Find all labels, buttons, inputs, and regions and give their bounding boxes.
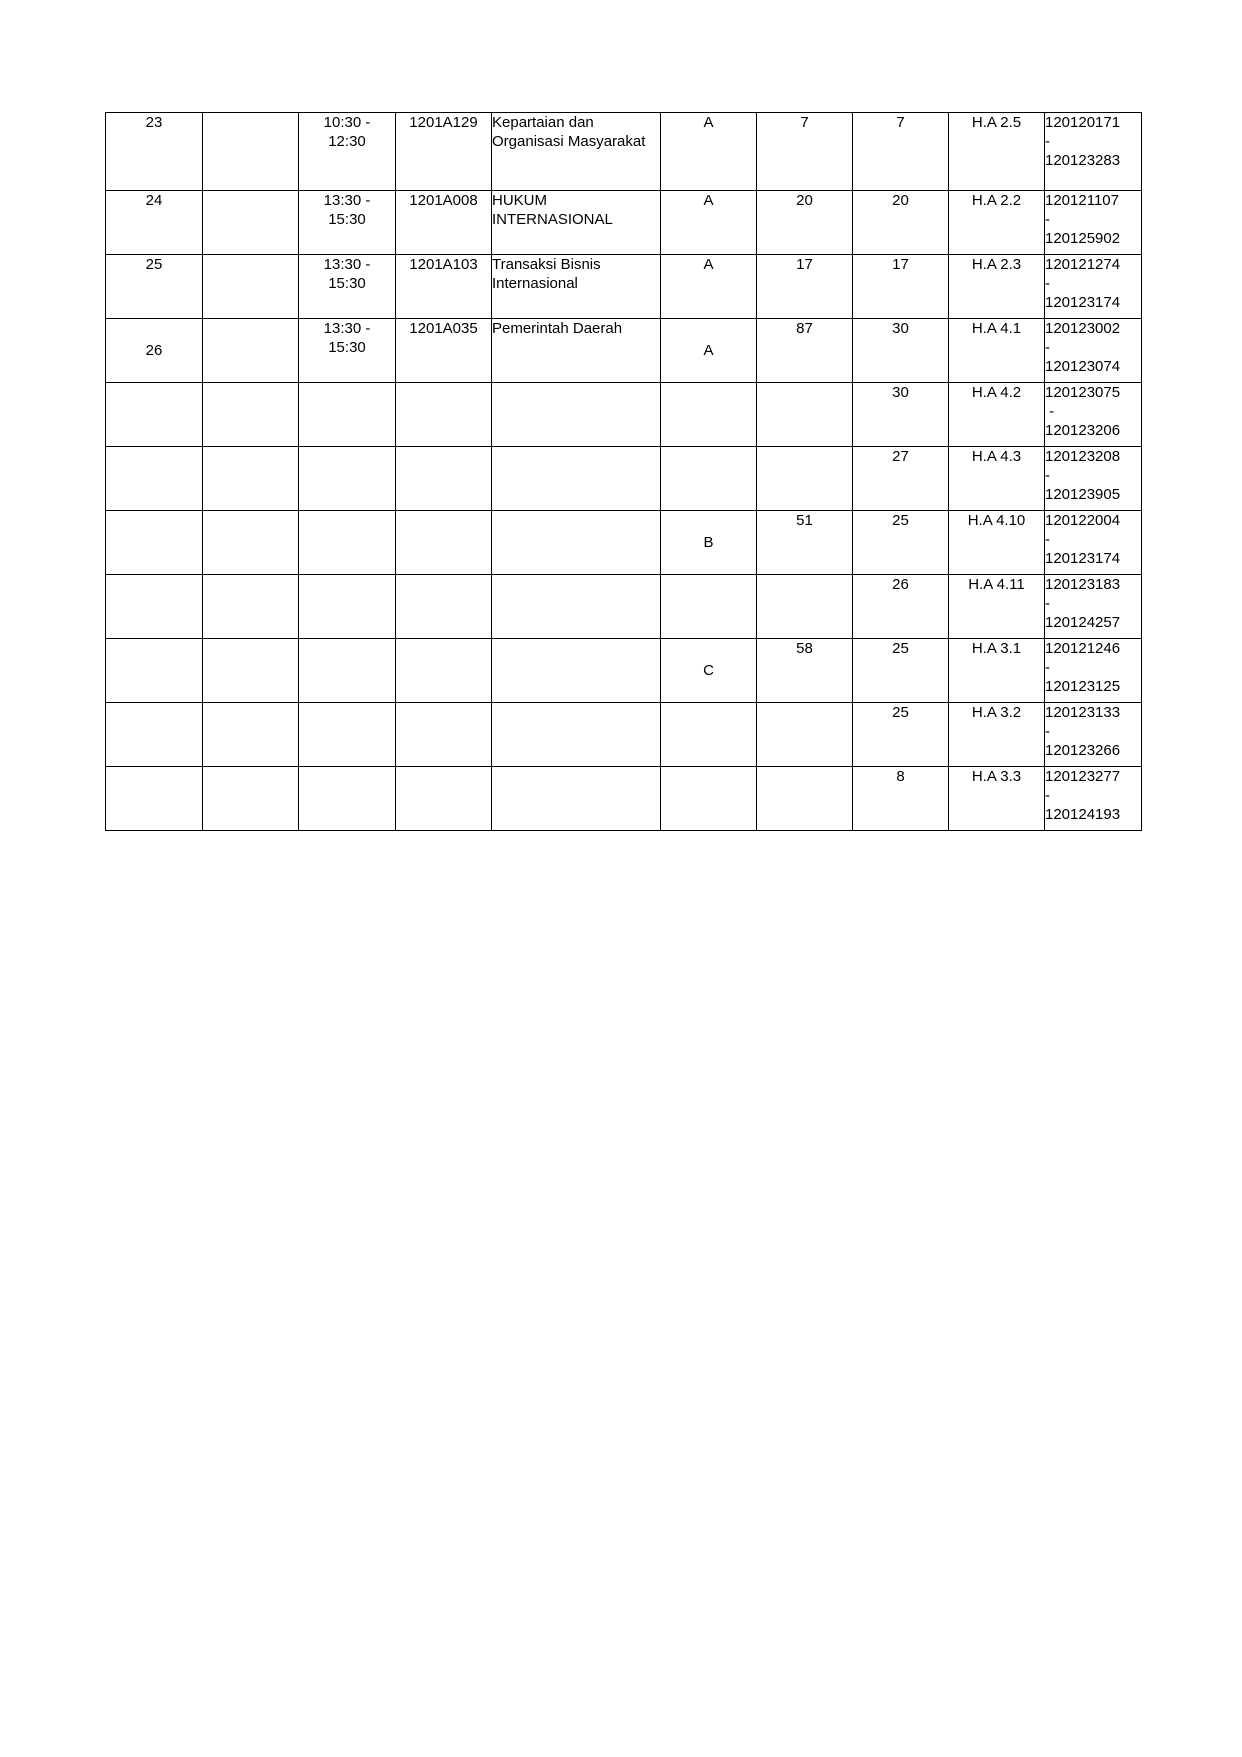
time-cell <box>299 703 396 767</box>
row-number <box>106 767 203 831</box>
nim-to: 120123174 <box>1045 550 1121 567</box>
room-name: H.A 3.1 <box>949 639 1045 703</box>
empty-cell <box>203 319 299 383</box>
nim-separator: - <box>1045 133 1050 150</box>
room-count: 25 <box>853 511 949 575</box>
room-name: H.A 2.5 <box>949 113 1045 191</box>
nim-range <box>1045 383 1142 447</box>
course-code <box>396 511 492 575</box>
room-count: 20 <box>853 191 949 255</box>
nim-range <box>1045 703 1142 767</box>
course-name <box>492 511 661 575</box>
empty-cell <box>203 767 299 831</box>
course-name <box>492 575 661 639</box>
exam-schedule-table <box>105 112 1142 831</box>
time-cell <box>299 113 396 191</box>
room-count: 25 <box>853 703 949 767</box>
room-name: H.A 4.2 <box>949 383 1045 447</box>
nim-range <box>1045 767 1142 831</box>
room-count: 17 <box>853 255 949 319</box>
class-total: 20 <box>757 191 853 255</box>
nim-to: 120124193 <box>1045 806 1121 823</box>
nim-separator: - <box>1045 339 1050 356</box>
course-name <box>492 767 661 831</box>
time-cell <box>299 447 396 511</box>
nim-to: 120123174 <box>1045 294 1121 311</box>
nim-from: 120123002 <box>1045 320 1121 337</box>
room-name: H.A 4.10 <box>949 511 1045 575</box>
nim-to: 120125902 <box>1045 230 1121 247</box>
time-start: 10:30 - <box>323 114 371 131</box>
nim-separator: - <box>1045 211 1050 228</box>
class-total: 7 <box>757 113 853 191</box>
nim-range <box>1045 255 1142 319</box>
time-cell <box>299 511 396 575</box>
row-number <box>106 511 203 575</box>
room-name: H.A 3.3 <box>949 767 1045 831</box>
room-name: H.A 4.11 <box>949 575 1045 639</box>
empty-cell <box>203 575 299 639</box>
table-row <box>106 319 1142 383</box>
nim-to: 120123905 <box>1045 486 1121 503</box>
class-total <box>757 703 853 767</box>
time-end: 12:30 <box>328 133 366 150</box>
nim-from: 120121107 <box>1045 192 1119 209</box>
nim-from: 120123277 <box>1045 768 1121 785</box>
row-number: 24 <box>106 191 203 255</box>
time-cell <box>299 319 396 383</box>
table-row <box>106 575 1142 639</box>
nim-separator: - <box>1045 531 1050 548</box>
class-total <box>757 447 853 511</box>
nim-range <box>1045 191 1142 255</box>
empty-cell <box>203 639 299 703</box>
nim-from: 120121274 <box>1045 256 1121 273</box>
nim-from: 120123208 <box>1045 448 1121 465</box>
class-label: A <box>661 255 757 319</box>
course-code <box>396 767 492 831</box>
nim-to: 120123283 <box>1045 152 1121 169</box>
nim-from: 120123075 <box>1045 384 1121 401</box>
nim-from: 120123133 <box>1045 704 1121 721</box>
nim-separator: - <box>1045 723 1050 740</box>
room-name: H.A 4.3 <box>949 447 1045 511</box>
room-count: 30 <box>853 319 949 383</box>
class-label: A <box>661 319 757 383</box>
nim-to: 120124257 <box>1045 614 1121 631</box>
course-code <box>396 639 492 703</box>
row-number <box>106 703 203 767</box>
time-cell <box>299 191 396 255</box>
table-row <box>106 447 1142 511</box>
table-row <box>106 703 1142 767</box>
course-code: 1201A129 <box>396 113 492 191</box>
empty-cell <box>203 383 299 447</box>
nim-to: 120123266 <box>1045 742 1121 759</box>
empty-cell <box>203 447 299 511</box>
class-total: 87 <box>757 319 853 383</box>
nim-to: 120123206 <box>1045 422 1121 439</box>
room-name: H.A 3.2 <box>949 703 1045 767</box>
table-row <box>106 255 1142 319</box>
course-code: 1201A035 <box>396 319 492 383</box>
nim-from: 120122004 <box>1045 512 1121 529</box>
course-code: 1201A008 <box>396 191 492 255</box>
class-label: B <box>661 511 757 575</box>
time-start: 13:30 - <box>323 320 371 337</box>
room-name: H.A 4.1 <box>949 319 1045 383</box>
empty-cell <box>203 703 299 767</box>
nim-separator: - <box>1045 787 1050 804</box>
class-total: 58 <box>757 639 853 703</box>
time-end: 15:30 <box>328 211 366 228</box>
nim-from: 120123183 <box>1045 576 1121 593</box>
course-name: Kepartaian dan Organisasi Masyarakat <box>492 113 661 191</box>
row-number: 25 <box>106 255 203 319</box>
room-count: 7 <box>853 113 949 191</box>
nim-from: 120121246 <box>1045 640 1121 657</box>
row-number: 23 <box>106 113 203 191</box>
empty-cell <box>203 113 299 191</box>
time-start: 13:30 - <box>323 192 371 209</box>
time-start: 13:30 - <box>323 256 371 273</box>
course-name: Transaksi Bisnis Internasional <box>492 255 661 319</box>
class-label: A <box>661 191 757 255</box>
course-code: 1201A103 <box>396 255 492 319</box>
nim-separator: - <box>1045 659 1050 676</box>
row-number <box>106 639 203 703</box>
time-cell <box>299 255 396 319</box>
time-cell <box>299 575 396 639</box>
room-count: 25 <box>853 639 949 703</box>
nim-to: 120123125 <box>1045 678 1121 695</box>
class-label: A <box>661 113 757 191</box>
course-name <box>492 447 661 511</box>
course-name <box>492 703 661 767</box>
time-end: 15:30 <box>328 339 366 356</box>
nim-separator: - <box>1045 595 1050 612</box>
time-end: 15:30 <box>328 275 366 292</box>
row-number <box>106 447 203 511</box>
course-name <box>492 383 661 447</box>
nim-to: 120123074 <box>1045 358 1121 375</box>
row-number <box>106 575 203 639</box>
course-name: Pemerintah Daerah <box>492 319 661 383</box>
class-total <box>757 767 853 831</box>
table-row <box>106 383 1142 447</box>
class-label <box>661 383 757 447</box>
table-row <box>106 113 1142 191</box>
row-number: 26 <box>106 319 203 383</box>
nim-range <box>1045 319 1142 383</box>
nim-range <box>1045 575 1142 639</box>
nim-range <box>1045 639 1142 703</box>
class-total <box>757 575 853 639</box>
nim-range <box>1045 113 1142 191</box>
class-label <box>661 767 757 831</box>
table-row <box>106 639 1142 703</box>
table-row <box>106 511 1142 575</box>
room-count: 8 <box>853 767 949 831</box>
course-name <box>492 639 661 703</box>
nim-separator: - <box>1045 275 1050 292</box>
class-label <box>661 575 757 639</box>
course-code <box>396 703 492 767</box>
class-label <box>661 703 757 767</box>
row-number <box>106 383 203 447</box>
room-count: 27 <box>853 447 949 511</box>
empty-cell <box>203 255 299 319</box>
nim-from: 120120171 <box>1045 114 1121 131</box>
room-count: 30 <box>853 383 949 447</box>
time-cell <box>299 383 396 447</box>
nim-range <box>1045 511 1142 575</box>
class-total: 51 <box>757 511 853 575</box>
course-code <box>396 575 492 639</box>
course-name: HUKUM INTERNASIONAL <box>492 191 661 255</box>
class-label: C <box>661 639 757 703</box>
empty-cell <box>203 511 299 575</box>
class-label <box>661 447 757 511</box>
room-count: 26 <box>853 575 949 639</box>
nim-separator: - <box>1045 467 1050 484</box>
empty-cell <box>203 191 299 255</box>
room-name: H.A 2.3 <box>949 255 1045 319</box>
course-code <box>396 447 492 511</box>
class-total: 17 <box>757 255 853 319</box>
course-code <box>396 383 492 447</box>
time-cell <box>299 639 396 703</box>
nim-range <box>1045 447 1142 511</box>
time-cell <box>299 767 396 831</box>
room-name: H.A 2.2 <box>949 191 1045 255</box>
nim-separator: - <box>1045 403 1055 420</box>
table-row <box>106 767 1142 831</box>
class-total <box>757 383 853 447</box>
table-row <box>106 191 1142 255</box>
